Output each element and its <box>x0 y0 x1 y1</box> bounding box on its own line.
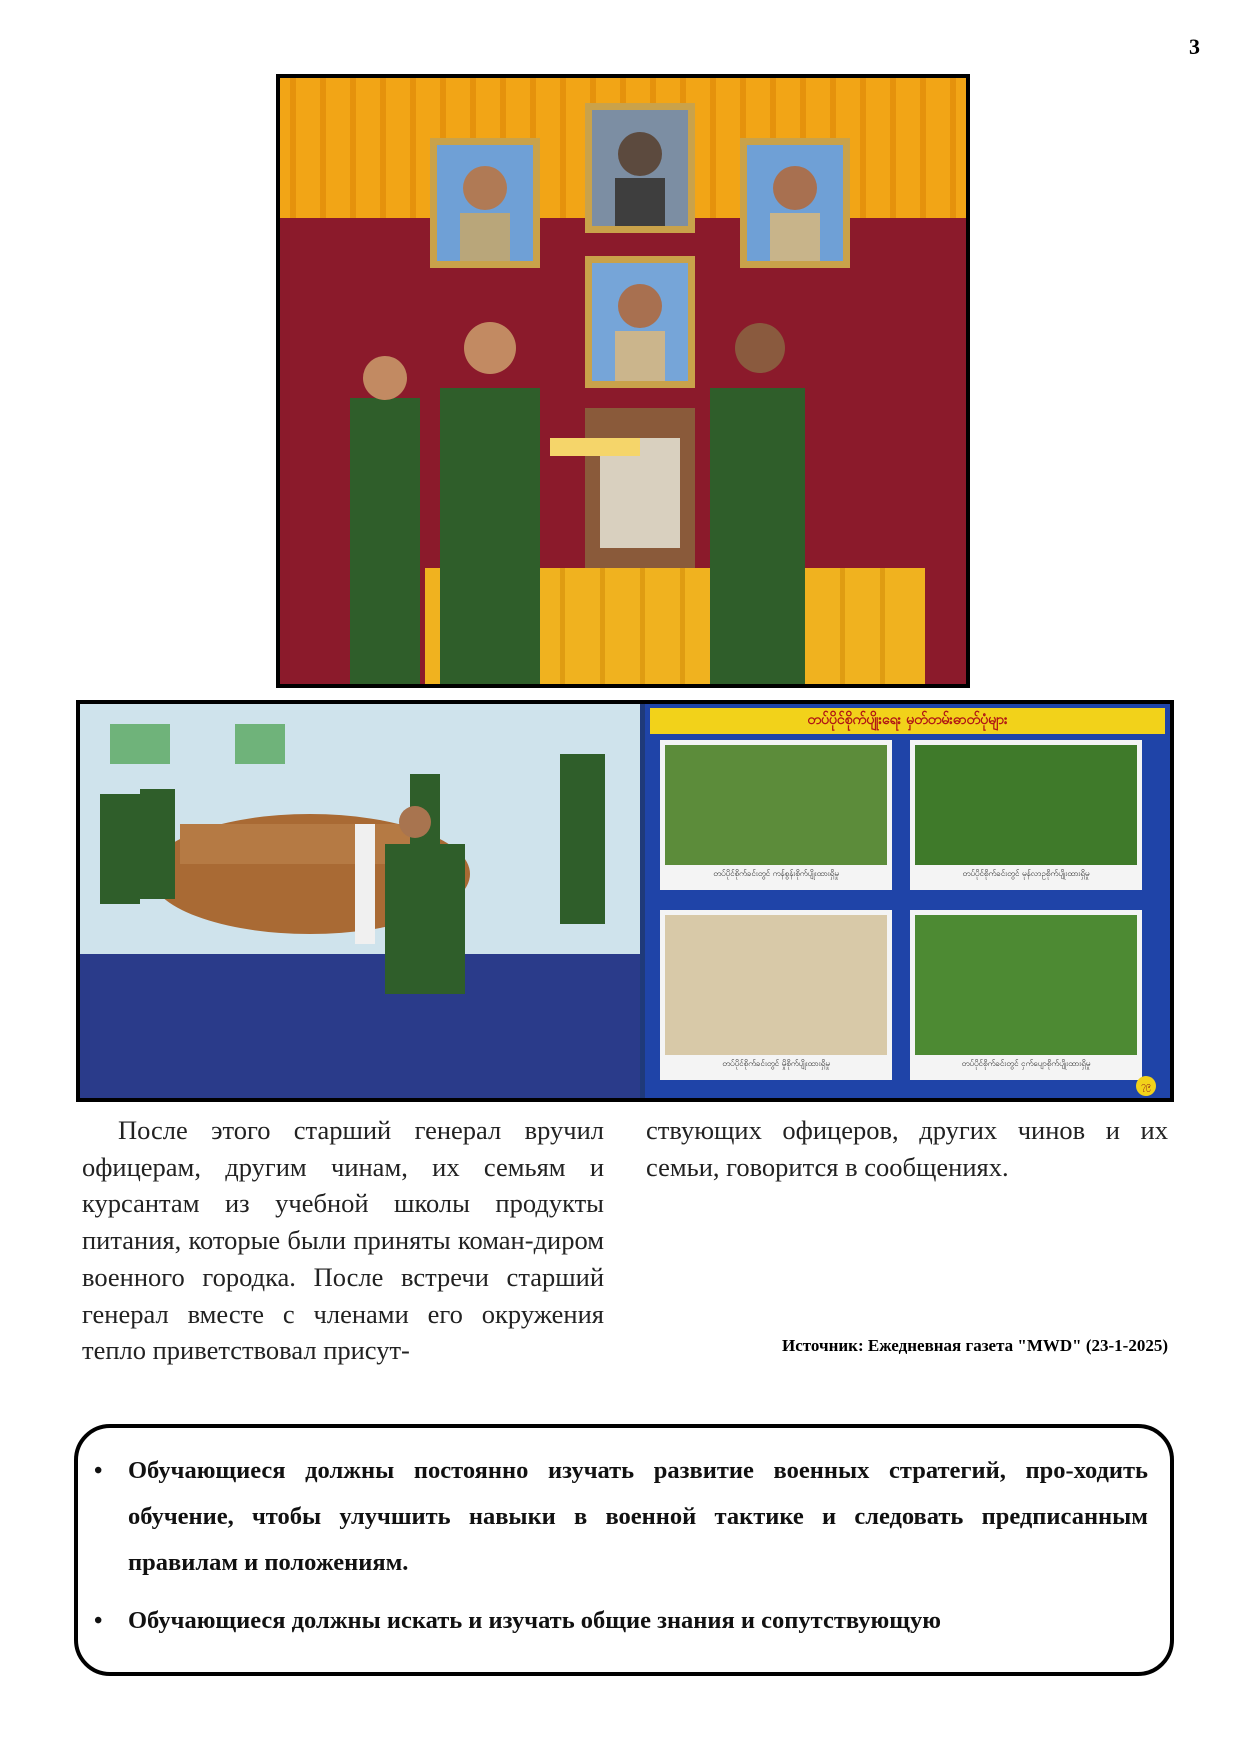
article-right-column: ствующих офицеров, других чинов и их семьи, говорится в сообщениях. <box>646 1115 1168 1182</box>
slide-caption-1: တပ်ပိုင်စိုက်ခင်းတွင် ကန်စွန်းစိုက်ပျိုးထားရှိမှု <box>713 869 839 878</box>
bullet-icon: • <box>94 1608 103 1634</box>
guideline-text: Обучающиеся должны постоянно изучать развитие военных стратегий, про-ходить обучение, чтобы улучшить навыки в военной тактике и следовать предписанным правилам и положениям. <box>128 1457 1148 1576</box>
article-source: Источник: Ежедневная газета "MWD" (23-1-2025) <box>782 1336 1168 1355</box>
page-number: 3 <box>1189 34 1200 59</box>
guideline-text: Обучающиеся должны искать и изучать общие знания и сопутствующую <box>128 1607 941 1634</box>
guideline-item <box>94 1598 1148 1644</box>
guidelines-box <box>74 1424 1174 1676</box>
slide-caption-2: တပ်ပိုင်စိုက်ခင်းတွင် မုန်လာဥစိုက်ပျိုးထားရှိမှု <box>962 869 1090 878</box>
guidelines-list <box>94 1448 1148 1644</box>
article-left-column: После этого старший генерал вручил офицерам, другим чинам, их семьям и курсантам из учебной школы продукты питания, которые были приняты коман-диром военного городка. После встречи старший генерал вместе с членами его окружения тепло приветствовал присут- <box>82 1115 604 1366</box>
slide-caption-3: တပ်ပိုင်စိုက်ခင်းတွင် မှိုစိုက်ပျိုးထားရှိမှု <box>722 1059 830 1068</box>
bullet-icon: • <box>94 1458 103 1484</box>
slide-title: တပ်ပိုင်စိုက်ပျိုးရေး မှတ်တမ်းဓာတ်ပုံများ <box>807 712 1008 728</box>
slide-badge: ၇၉ <box>1140 1081 1152 1091</box>
portrait-left <box>430 138 540 268</box>
slide-caption-4: တပ်ပိုင်စိုက်ခင်းတွင် ငှက်ပျောစိုက်ပျိုးထားရှိမှု <box>961 1059 1091 1068</box>
ceremony-photo <box>276 74 970 688</box>
meeting-and-slide-photo <box>76 700 1174 1102</box>
guideline-item <box>94 1448 1148 1586</box>
